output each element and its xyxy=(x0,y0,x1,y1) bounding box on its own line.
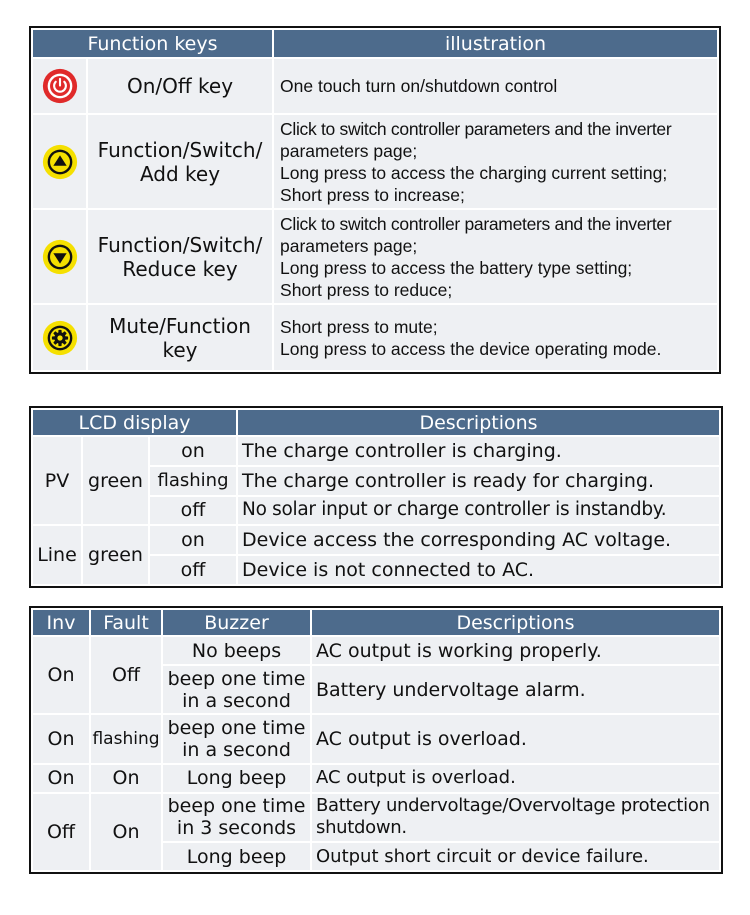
group1-row0-desc: AC output is overload. xyxy=(312,715,719,762)
group3-fault: On xyxy=(91,794,161,870)
on-off-key-desc: One touch turn on/shutdown control xyxy=(274,59,717,113)
add-key-name-line1: Function/Switch/ xyxy=(97,137,263,162)
add-key-desc xyxy=(274,115,717,208)
group0-row1-buzzer-line1: beep one time xyxy=(167,667,306,690)
reduce-key-desc xyxy=(274,210,717,303)
reduce-key-desc-line3: Long press to access the battery type setting; xyxy=(280,257,633,278)
power-icon xyxy=(41,67,79,105)
mute-key-name-line2: key xyxy=(162,337,198,362)
group0-inv: On xyxy=(33,637,89,713)
group1-row0-buzzer-line2: in a second xyxy=(182,738,291,761)
pv-desc-off: No solar input or charge controller is instandby. xyxy=(238,497,719,525)
line-label: Line xyxy=(33,526,81,584)
group1-row0-buzzer xyxy=(163,715,310,762)
group3-row0-buzzer xyxy=(163,794,310,841)
mute-key-name-line1: Mute/Function xyxy=(109,313,251,338)
group1-inv: On xyxy=(33,715,89,762)
inv-header: Inv xyxy=(33,610,89,635)
group0-row0-buzzer: No beeps xyxy=(163,637,310,664)
line-state-off: off xyxy=(150,556,236,584)
reduce-key-name xyxy=(88,210,272,303)
group2-row0-desc: AC output is overload. xyxy=(312,765,719,792)
line-desc-off: Device is not connected to AC. xyxy=(238,556,719,584)
line-state-on: on xyxy=(150,526,236,554)
add-key-desc-line3: Long press to access the charging current setting; xyxy=(280,162,668,183)
pv-state-off: off xyxy=(150,497,236,525)
mute-key-icon-cell xyxy=(33,305,86,370)
pv-desc-on: The charge controller is charging. xyxy=(238,437,719,465)
pv-state-on: on xyxy=(150,437,236,465)
lcd-display-header: LCD display xyxy=(33,410,236,435)
on-off-key-icon-cell xyxy=(33,59,86,113)
gear-icon xyxy=(41,319,79,357)
group2-row0-buzzer: Long beep xyxy=(163,765,310,792)
mute-key-name xyxy=(88,305,272,370)
on-off-key-name: On/Off key xyxy=(88,59,272,113)
group3-row0-desc-line2: shutdown. xyxy=(316,817,407,839)
group1-fault: flashing xyxy=(91,715,161,762)
lcd-display-table xyxy=(29,406,723,588)
buzzer-descriptions-header: Descriptions xyxy=(312,610,719,635)
group3-row0-buzzer-line1: beep one time xyxy=(167,795,306,818)
pv-desc-flashing: The charge controller is ready for charging. xyxy=(238,467,719,495)
group3-row0-buzzer-line2: in 3 seconds xyxy=(176,817,297,840)
add-key-desc-line2: parameters page; xyxy=(280,140,418,161)
line-color: green xyxy=(83,526,148,584)
group1-row0-buzzer-line1: beep one time xyxy=(167,716,306,739)
pv-label: PV xyxy=(33,437,81,524)
mute-key-desc-line1: Short press to mute; xyxy=(280,316,438,337)
reduce-key-desc-line2: parameters page; xyxy=(280,235,418,256)
reduce-key-name-line1: Function/Switch/ xyxy=(97,232,263,257)
line-desc-on: Device access the corresponding AC voltage. xyxy=(238,526,719,554)
up-arrow-icon xyxy=(41,143,79,181)
add-key-desc-line1: Click to switch controller parameters and the inverter xyxy=(280,118,672,139)
add-key-icon-cell xyxy=(33,115,86,208)
add-key-name-line2: Add key xyxy=(139,161,221,186)
buzzer-table xyxy=(29,606,723,874)
reduce-key-desc-line4: Short press to reduce; xyxy=(280,279,453,300)
group3-inv: Off xyxy=(33,794,89,870)
mute-key-desc-line2: Long press to access the device operating mode. xyxy=(280,338,662,359)
add-key-name xyxy=(88,115,272,208)
group2-fault: On xyxy=(91,765,161,792)
function-keys-header: Function keys xyxy=(33,30,272,57)
add-key-desc-line4: Short press to increase; xyxy=(280,184,465,205)
function-keys-table xyxy=(29,26,721,374)
group3-row1-buzzer: Long beep xyxy=(163,843,310,870)
group0-row1-buzzer-line2: in a second xyxy=(182,689,291,712)
group0-row1-desc: Battery undervoltage alarm. xyxy=(312,666,719,713)
group0-fault: Off xyxy=(91,637,161,713)
group3-row1-desc: Output short circuit or device failure. xyxy=(312,843,719,870)
buzzer-header: Buzzer xyxy=(163,610,310,635)
illustration-header: illustration xyxy=(274,30,717,57)
fault-header: Fault xyxy=(91,610,161,635)
group2-inv: On xyxy=(33,765,89,792)
group3-row0-desc-line1: Battery undervoltage/Overvoltage protection xyxy=(316,795,710,817)
group3-row0-desc xyxy=(312,794,719,841)
reduce-key-desc-line1: Click to switch controller parameters and the inverter xyxy=(280,213,672,234)
group0-row1-buzzer xyxy=(163,666,310,713)
reduce-key-icon-cell xyxy=(33,210,86,303)
group0-row0-desc: AC output is working properly. xyxy=(312,637,719,664)
down-arrow-icon xyxy=(41,238,79,276)
pv-color: green xyxy=(83,437,148,524)
mute-key-desc xyxy=(274,305,717,370)
pv-state-flashing: flashing xyxy=(150,467,236,495)
reduce-key-name-line2: Reduce key xyxy=(122,256,238,281)
lcd-descriptions-header: Descriptions xyxy=(238,410,719,435)
